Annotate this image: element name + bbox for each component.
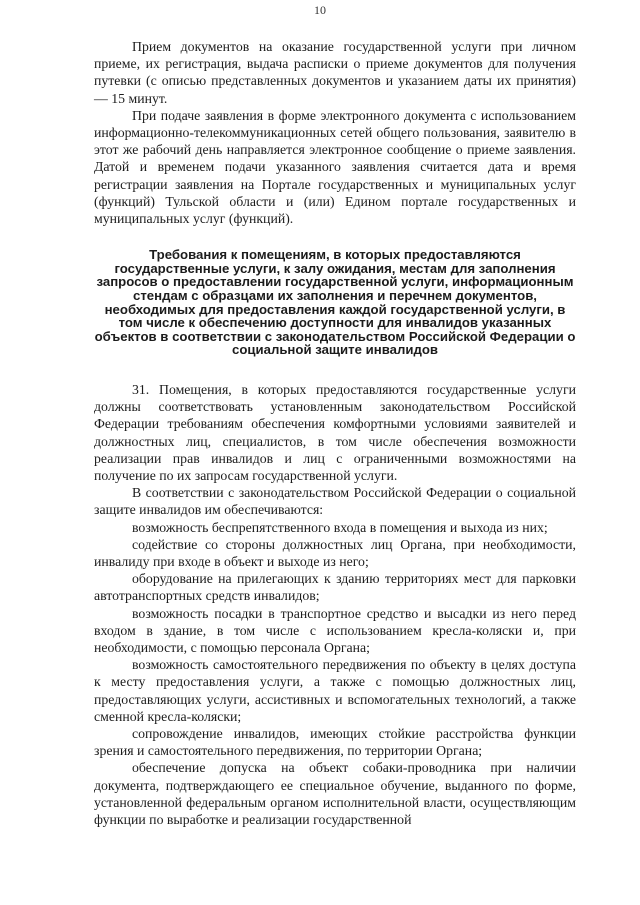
paragraph: В соответствии с законодательством Российской Федерации о социальной защите инвалидов им обеспечиваются:: [94, 485, 576, 518]
list-item: обеспечение допуска на объект собаки-проводника при наличии документа, подтверждающего ее специальное обучение, выданного по форме, установленной федеральным органом исполнительной власти, осуществляющим функции по выработке и реализации государственной: [94, 760, 576, 828]
list-item: содействие со стороны должностных лиц Органа, при необходимости, инвалиду при входе в объект и выходе из него;: [94, 536, 576, 570]
list-item: возможность посадки в транспортное средство и высадки из него перед входом в здание, в том числе с использованием кресла-коляски и, при необходимости, с помощью персонала Органа;: [94, 605, 576, 656]
paragraph: При подаче заявления в форме электронного документа с использованием информационно-телекоммуникационных сетей общего пользования, заявителю в этот же рабочий день направляется электронное сообщение о приеме заявления. Датой и временем подачи указанного заявления считается дата и время регистрации заявления на Портале государственных и муниципальных услуг (функций) Тульской области и (или) Едином портале государственных и муниципальных услуг (функций).: [94, 107, 576, 227]
list-item: возможность самостоятельного передвижения по объекту в целях доступа к месту предоставления услуги, а также с помощью должностных лиц, предоставляющих услуги, ассистивных и вспомогательных технологий, а также сменной кресла-коляски;: [94, 657, 576, 724]
paragraph: Прием документов на оказание государственной услуги при личном приеме, их регистрация, выдача расписки о приеме документов для получения путевки (с описью представленных документов и указанием даты их принятия) — 15 минут.: [94, 39, 576, 106]
document-body: [94, 38, 576, 828]
page-number: 10: [314, 3, 326, 17]
paragraph: 31. Помещения, в которых предоставляются государственные услуги должны соответствовать установленным законодательством Российской Федерации требованиям обеспечения комфортными условиями заявителей и должностных лиц, специалистов, в том числе обеспечения возможности реализации прав инвалидов и лиц с ограниченными возможностями на получение по их запросам государственной услуги.: [94, 381, 576, 483]
list-item: возможность беспрепятственного входа в помещения и выхода из них;: [132, 519, 548, 535]
list-item: оборудование на прилегающих к зданию территориях мест для парковки автотранспортных средств инвалидов;: [94, 571, 576, 604]
section-heading: Требования к помещениям, в которых предоставляются государственные услуги, к залу ожидания, местам для заполнения запросов о предоставлении государственной услуги, информационным стендам с образцами их заполнения и перечнем документов, необходимых для предоставления каждой государственной услуги, в том числе к обеспечению доступности для инвалидов указанных объектов в соответствии с законодательством Российской Федерации о социальной защите инвалидов: [94, 247, 576, 358]
list-item: сопровождение инвалидов, имеющих стойкие расстройства функции зрения и самостоятельного передвижения, по территории Органа;: [94, 726, 576, 759]
